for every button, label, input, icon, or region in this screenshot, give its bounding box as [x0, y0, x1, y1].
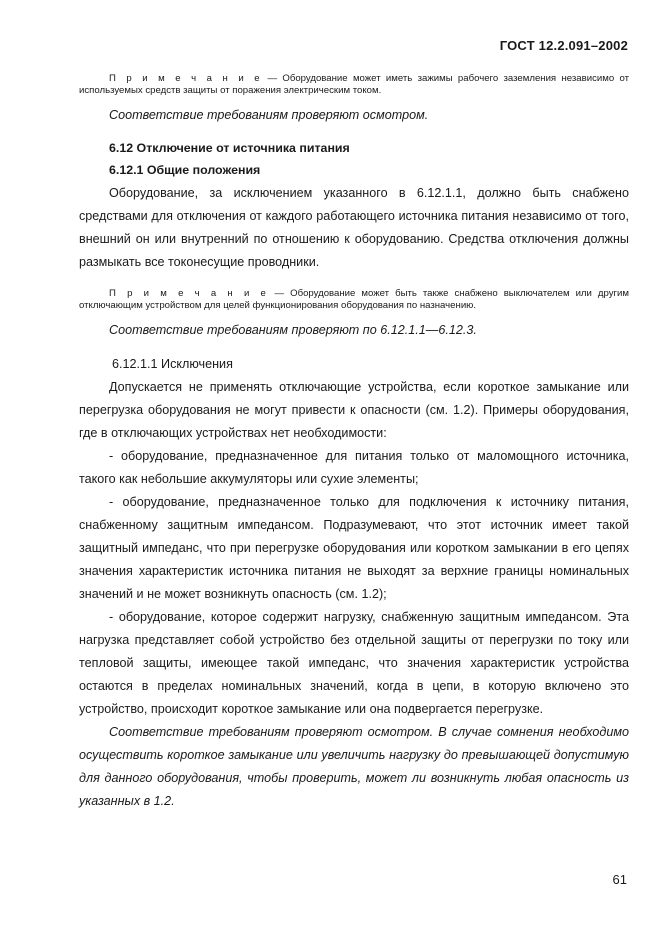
verification-text-1: Соответствие требованиям проверяют осмотром. — [109, 108, 429, 122]
page-number: 61 — [612, 872, 627, 887]
main-text-block — [79, 376, 629, 813]
note-2 — [79, 288, 629, 312]
verify-block-2 — [79, 319, 629, 342]
subsection-block — [79, 353, 629, 375]
note-1 — [79, 73, 629, 97]
note-1-text: — Оборудование может иметь зажимы рабочего заземления независимо от используемых средств защиты от поражения электрическим током. — [79, 73, 629, 96]
note-block-1 — [79, 73, 629, 97]
section-heading-6-12-1: 6.12.1 Общие положения — [109, 163, 261, 177]
document-id-header: ГОСТ 12.2.091–2002 — [499, 38, 628, 53]
list-item-2: - оборудование, предназначенное только для подключения к источнику питания, снабженному защитным импедансом. Подразумевают, что этот источник имеет такой защитный импеданс, что при перегрузке оборудования или коротком замыкании в его цепях значения характеристик источника питания не выходят за верхние границы номинальных значений и не может возникнуть опасность (см. 1.2); — [79, 495, 629, 601]
section-headings — [79, 137, 629, 181]
verification-text-2: Соответствие требованиям проверяют по 6.12.1.1—6.12.3. — [109, 323, 477, 337]
note-block-2 — [79, 288, 629, 312]
section-heading-6-12: 6.12 Отключение от источника питания — [109, 141, 350, 155]
paragraph-2: Допускается не применять отключающие устройства, если короткое замыкание или перегрузка оборудования не могут привести к опасности (см. 1.2). Примеры оборудования, где в отключающих устройствах нет необходимости: — [79, 380, 629, 440]
list-item-3: - оборудование, которое содержит нагрузку, снабженную защитным импедансом. Эта нагрузка представляет собой устройство без отдельной защиты от перегрузки по току или тепловой защиты, имеющее такой импеданс, что значения характеристик устройства остаются в пределах номинальных значений, когда в цепи, в которую включено это устройство, происходит короткое замыкание или она подвергается перегрузке. — [79, 610, 629, 716]
verification-text-3: Соответствие требованиям проверяют осмотром. В случае сомнения необходимо осуществить короткое замыкание или увеличить нагрузку до превышающей допустимую для данного оборудования, чтобы проверить, может ли возникнуть любая опасность из указанных в 1.2. — [79, 725, 629, 808]
paragraph-1: Оборудование, за исключением указанного в 6.12.1.1, должно быть снабжено средствами для отключения от каждого работающего источника питания независимо от того, внешний он или внутренний по отношению к оборудованию. Средства отключения должны размыкать все токонесущие проводники. — [79, 186, 629, 269]
verify-block-1 — [79, 104, 629, 127]
subsection-heading-6-12-1-1: 6.12.1.1 Исключения — [112, 357, 233, 371]
paragraph-block-1 — [79, 182, 629, 274]
list-item-1: - оборудование, предназначенное для питания только от маломощного источника, такого как небольшие аккумуляторы или сухие элементы; — [79, 449, 629, 486]
note-1-lead: П р и м е ч а н и е — [109, 73, 263, 84]
note-2-lead: П р и м е ч а н и е — [109, 288, 269, 299]
note-2-text: — Оборудование может быть также снабжено выключателем или другим отключающим устройством для целей функционирования оборудования по назначению. — [79, 288, 629, 311]
